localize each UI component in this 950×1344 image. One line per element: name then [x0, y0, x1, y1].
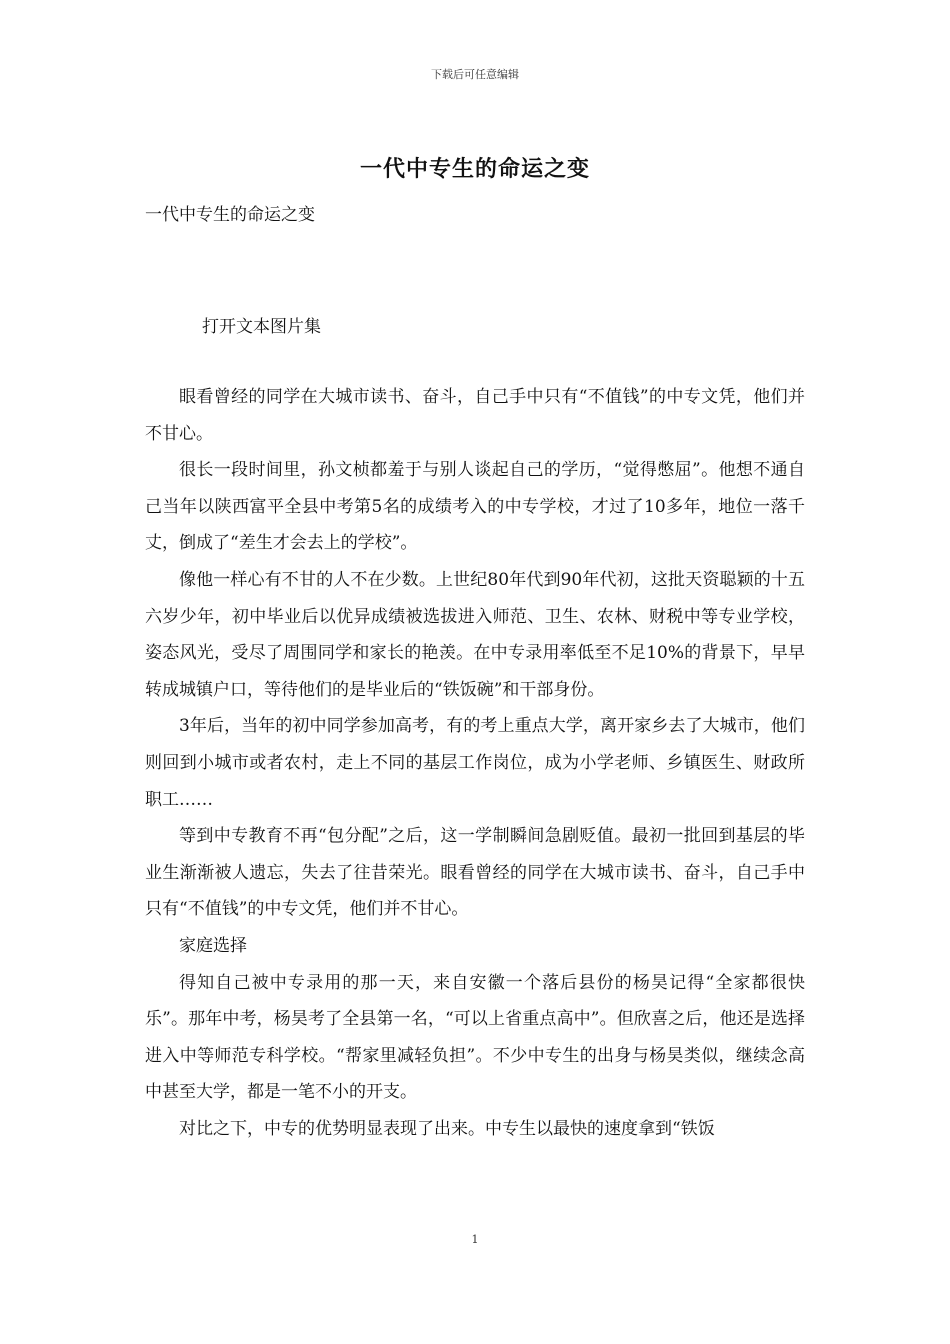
header-note: 下载后可任意编辑: [431, 68, 519, 81]
paragraph: 等到中专教育不再“包分配”之后，这一学制瞬间急剧贬值。最初一批回到基层的毕业生渐渐被人遗忘，失去了往昔荣光。眼看曾经的同学在大城市读书、奋斗，自己手中只有“不值钱”的中专文凭，他们并不甘心。: [145, 826, 805, 920]
paragraph: 对比之下，中专的优势明显表现了出来。中专生以最快的速度拿到“铁饭: [179, 1118, 715, 1139]
document-title: 一代中专生的命运之变: [359, 156, 590, 182]
paragraph: 很长一段时间里，孙文桢都羞于与别人谈起自己的学历，“觉得憋屈”。他想不通自己当年以陕西富平全县中考第5名的成绩考入的中专学校，才过了10多年，地位一落千丈，倒成了“差生才会去上的学校”。: [145, 460, 805, 554]
page-number: 1: [471, 1233, 479, 1246]
paragraph: 像他一样心有不甘的人不在少数。上世纪80年代到90年代初，这批天资聪颖的十五六岁少年，初中毕业后以优异成绩被选拔进入师范、卫生、农林、财税中等专业学校，姿态风光，受尽了周围同学和家长的艳羡。在中专录用率低至不足10%的背景下，早早转成城镇户口，等待他们的是毕业后的“铁饭碗”和干部身份。: [145, 569, 805, 700]
paragraph: 3年后，当年的初中同学参加高考，有的考上重点大学，离开家乡去了大城市，他们则回到小城市或者农村，走上不同的基层工作岗位，成为小学老师、乡镇医生、财政所职工……: [145, 716, 805, 810]
paragraph: 眼看曾经的同学在大城市读书、奋斗，自己手中只有“不值钱”的中专文凭，他们并不甘心。: [145, 387, 805, 444]
section-heading: 家庭选择: [179, 935, 247, 956]
article-body: [145, 379, 805, 1147]
document-subtitle: 一代中专生的命运之变: [145, 205, 315, 225]
paragraph: 得知自己被中专录用的那一天，来自安徽一个落后县份的杨昊记得“全家都很快乐”。那年中考，杨昊考了全县第一名，“可以上省重点高中”。但欣喜之后，他还是选择进入中等师范专科学校。“帮家里减轻负担”。不少中专生的出身与杨昊类似，继续念高中甚至大学，都是一笔不小的开支。: [145, 972, 805, 1103]
open-image-gallery-link[interactable]: 打开文本图片集: [202, 317, 321, 337]
